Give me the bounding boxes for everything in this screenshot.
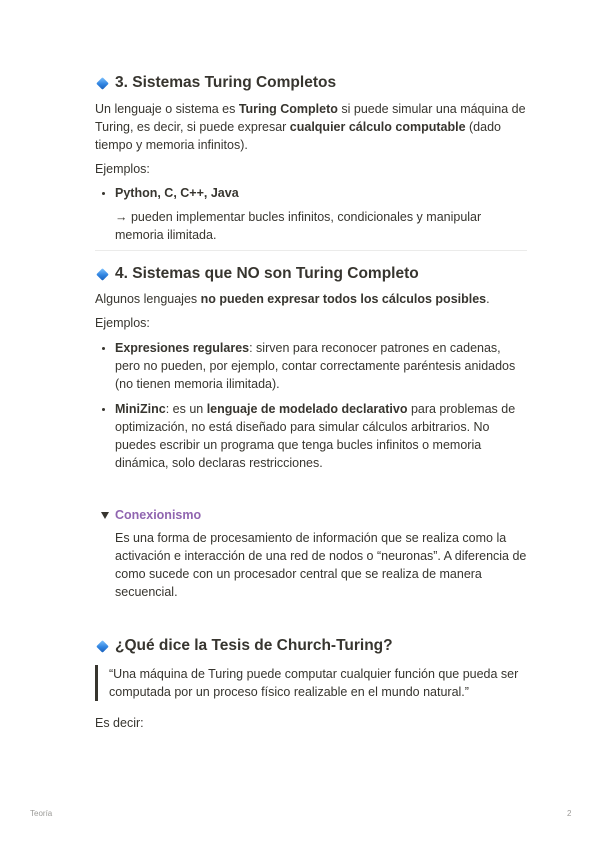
- es-decir-text: Es decir:: [95, 716, 144, 730]
- blue-diamond-icon: [96, 77, 109, 90]
- divider: [95, 250, 527, 251]
- no-turing-intro: [95, 290, 527, 308]
- list-item: [115, 339, 527, 393]
- section-heading-no-turing-completo: [95, 263, 527, 285]
- text-run: para problemas de optimización, no está diseñado para simular cálculos arbitrarios. No puedes escribir un programa que tenga bucles infinitos o memoria dinámica, solo declaras restricciones.: [115, 402, 516, 470]
- text-run: Un lenguaje o sistema es: [95, 102, 239, 116]
- footer-left: Teoría: [30, 809, 53, 818]
- bullet-text: Python, C, C++, Java: [115, 186, 239, 200]
- examples-label: Ejemplos:: [95, 162, 150, 176]
- church-turing-quote: “Una máquina de Turing puede computar cualquier función que pueda ser computada por un proceso físico realizable en el mundo natural.”: [95, 665, 527, 701]
- examples-label: Ejemplos:: [95, 316, 150, 330]
- heading-text: 3. Sistemas Turing Completos: [115, 74, 337, 91]
- bold-term: cualquier cálculo computable: [289, 120, 466, 134]
- turing-definition-paragraph: [95, 100, 527, 154]
- bold-term: Turing Completo: [238, 102, 338, 116]
- bold-term: Expresiones regulares: [115, 341, 250, 355]
- text-run: (dado tiempo y memoria infinitos).: [95, 120, 501, 152]
- bullet-note: → pueden implementar bucles infinitos, condicionales y manipular memoria ilimitada.: [115, 210, 482, 242]
- heading-text: ¿Qué dice la Tesis de Church-Turing?: [115, 637, 393, 654]
- turing-complete-examples-list: [95, 184, 527, 202]
- bold-term: lenguaje de modelado declarativo: [206, 402, 408, 416]
- section-heading-church-turing: [95, 635, 527, 657]
- toggle-title[interactable]: Conexionismo: [115, 508, 202, 522]
- bold-term: MiniZinc: [115, 402, 166, 416]
- toggle-body: Es una forma de procesamiento de información que se realiza como la activación e interacción de una red de nodos o “neuronas”. A diferencia de como sucede con un procesador central que se realiza de manera secuencial.: [115, 531, 527, 599]
- heading-text: 4. Sistemas que NO son Turing Completo: [115, 265, 419, 282]
- toggle-conexionismo[interactable]: [95, 506, 527, 524]
- list-item: [115, 184, 527, 202]
- section-heading-turing-completos: [95, 72, 527, 94]
- text-run: si puede simular una máquina de Turing, es decir, si puede expresar: [95, 102, 526, 134]
- list-item: [115, 400, 527, 472]
- text-run: .: [486, 292, 490, 306]
- text-run: Algunos lenguajes: [95, 292, 201, 306]
- no-turing-examples-list: [95, 339, 527, 472]
- toggle-triangle-icon[interactable]: [101, 512, 109, 519]
- blue-diamond-icon: [96, 640, 109, 653]
- text-run: : es un: [165, 402, 207, 416]
- text-run: : sirven para reconocer patrones en cadenas, pero no pueden, por ejemplo, contar correctamente paréntesis anidados (no tienen memoria ilimitada).: [115, 341, 516, 391]
- blue-diamond-icon: [96, 268, 109, 281]
- page-content: [95, 70, 527, 732]
- footer-page-number: 2: [567, 809, 572, 818]
- bold-term: no pueden expresar todos los cálculos posibles: [200, 292, 487, 306]
